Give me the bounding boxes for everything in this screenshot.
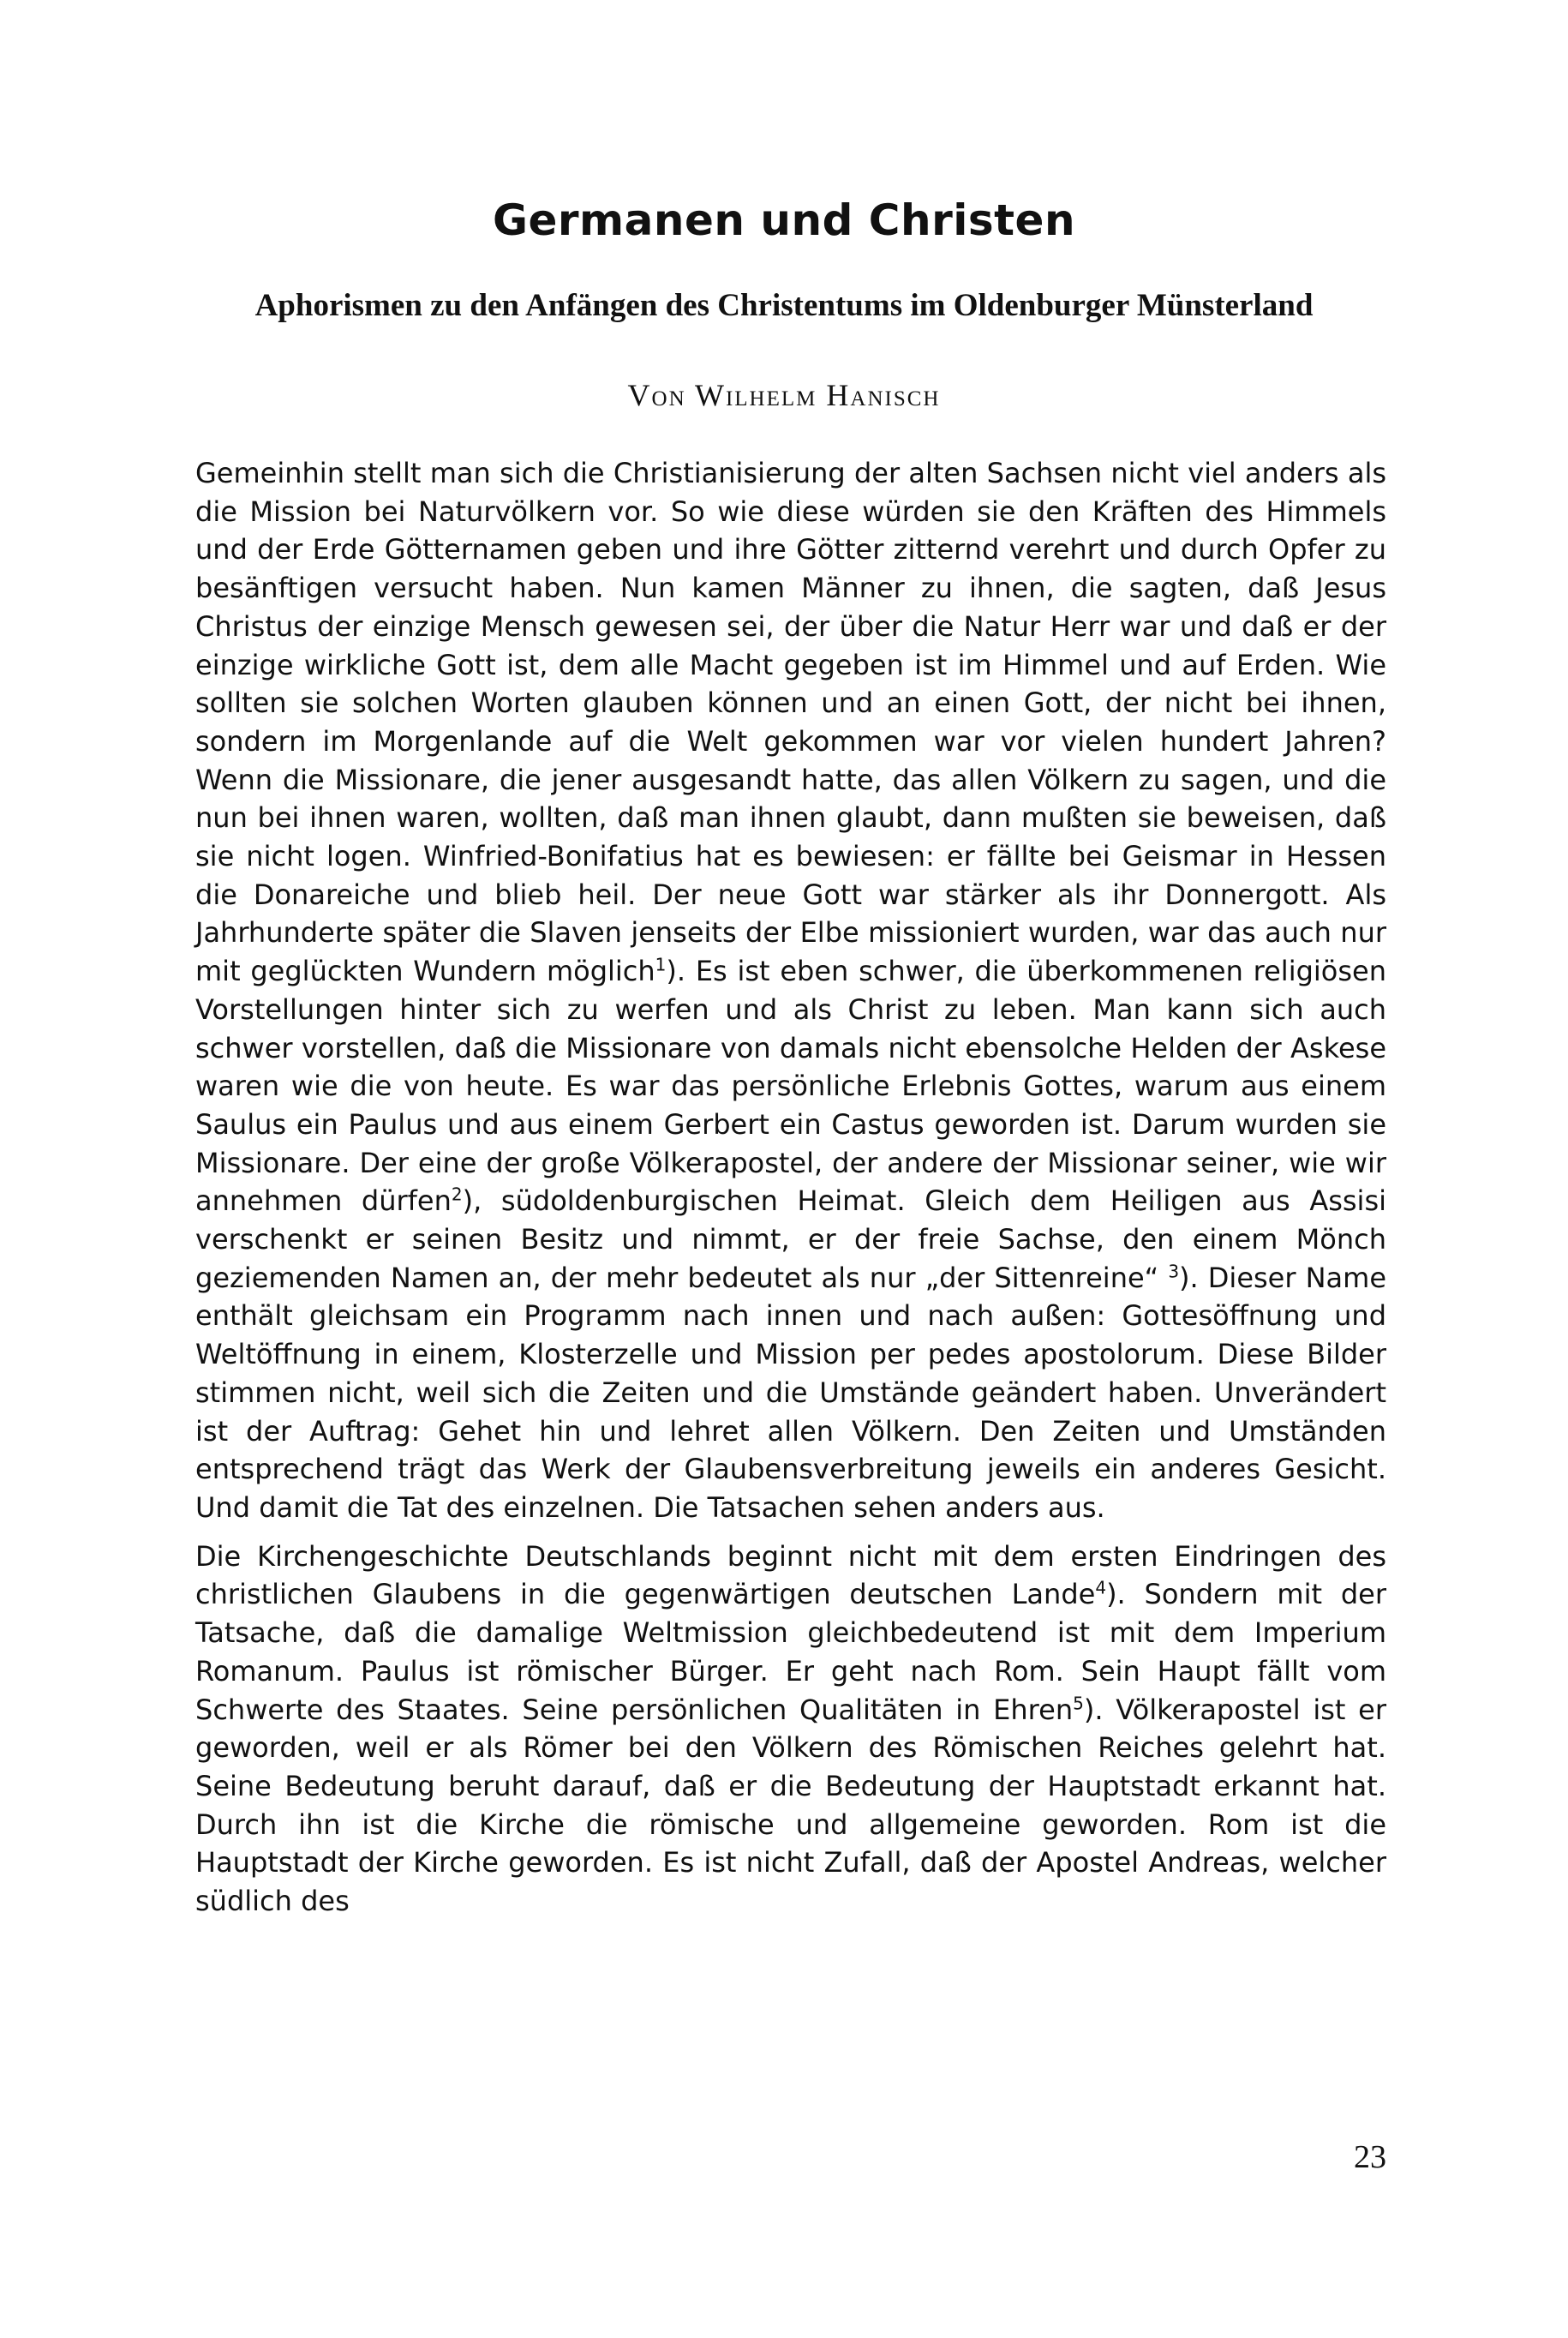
text-run: ). Dieser Name enthält gleichsam ein Programm nach innen und nach außen: Gottesöffnung und Weltöffnung in einem, Klosterzelle und Mission per pedes apostolorum. Diese Bilder stimmen nicht, weil sich die Zeiten und die Umstände geändert haben. Unverändert ist der Auftrag: Gehet hin und lehret allen Völkern. Den Zeiten und Umständen entsprechend trägt das Werk der Glaubensverbreitung jeweils ein anderes Gesicht. Und damit die Tat des einzelnen. Die Tatsachen sehen anders aus. — [195, 1261, 1386, 1524]
text-run: Die Kirchengeschichte Deutschlands beginnt nicht mit dem ersten Eindringen des christlichen Glaubens in die gegenwärtigen deutschen Lande — [195, 1539, 1386, 1611]
text-run: ). Sondern mit der Tatsache, daß die damalige Weltmission gleichbedeutend ist mit dem Imperium Romanum. Paulus ist römischer Bürger. Er geht nach Rom. Sein Haupt fällt vom Schwerte des Staates. Seine persönlichen Qualitäten in Ehren — [195, 1578, 1387, 1726]
article-subtitle: Aphorismen zu den Anfängen des Christentums im Oldenburger Münsterland — [254, 288, 1314, 323]
paragraph-1 — [195, 454, 1386, 1527]
footnote-ref: 4 — [1095, 1577, 1107, 1598]
author-byline: Von Wilhelm Hanisch — [627, 378, 941, 412]
text-run: ). Völkerapostel ist er geworden, weil er als Römer bei den Völkern des Römischen Reiches gelehrt hat. Seine Bedeutung beruht darauf, daß er die Bedeutung der Hauptstadt erkannt hat. Durch ihn ist die Kirche die römische und allgemeine geworden. Rom ist die Hauptstadt der Kirche geworden. Es ist nicht Zufall, daß der Apostel Andreas, welcher südlich des — [195, 1693, 1386, 1918]
article-title: Germanen und Christen — [492, 195, 1076, 245]
footnote-ref: 2 — [451, 1184, 463, 1205]
page-number: 23 — [1354, 2139, 1386, 2175]
article-body — [195, 454, 1386, 1921]
paragraph-2 — [195, 1538, 1386, 1921]
footnote-ref: 3 — [1168, 1261, 1180, 1282]
footnote-ref: 1 — [655, 954, 667, 975]
text-run: Gemeinhin stellt man sich die Christianisierung der alten Sachsen nicht viel anders als die Mission bei Naturvölkern vor. So wie diese würden sie den Kräften des Himmels und der Erde Götternamen geben und ihre Götter zitternd verehrt und durch Opfer zu besänftigen versucht haben. Nun kamen Männer zu ihnen, die sagten, daß Jesus Christus der einzige Mensch gewesen sei, der über die Natur Herr war und daß er der einzige wirkliche Gott ist, dem alle Macht gegeben ist im Himmel und auf Erden. Wie sollten sie solchen Worten glauben können und an einen Gott, der nicht bei ihnen, sondern im Morgenlande auf die Welt gekommen war vor vielen hundert Jahren? Wenn die Missionare, die jener ausgesandt hatte, das allen Völkern zu sagen, und die nun bei ihnen waren, wollten, daß man ihnen glaubt, dann mußten sie beweisen, daß sie nicht logen. Winfried-Bonifatius hat es bewiesen: er fällte bei Geismar in Hessen die Donareiche und blieb heil. Der neue Gott war stärker als ihr Donnergott. Als Jahrhunderte später die Slaven jenseits der Elbe missioniert wurden, war das auch nur mit geglückten Wundern möglich — [195, 457, 1386, 988]
text-run: ). Es ist eben schwer, die überkommenen religiösen Vorstellungen hinter sich zu werfen und als Christ zu leben. Man kann sich auch schwer vorstellen, daß die Missionare von damals nicht ebensolche Helden der Askese waren wie die von heute. Es war das persönliche Erlebnis Gottes, warum aus einem Saulus ein Paulus und aus einem Gerbert ein Castus geworden ist. Darum wurden sie Missionare. Der eine der große Völkerapostel, der andere der Missionar seiner, wie wir annehmen dürfen — [195, 955, 1387, 1218]
footnote-ref: 5 — [1073, 1692, 1084, 1713]
text-run: ), südoldenburgischen Heimat. Gleich dem Heiligen aus Assisi verschenkt er seinen Besitz und nimmt, er der freie Sachse, den einem Mönch geziemenden Namen an, der mehr bedeutet als nur „der Sittenreine“ — [195, 1184, 1387, 1294]
